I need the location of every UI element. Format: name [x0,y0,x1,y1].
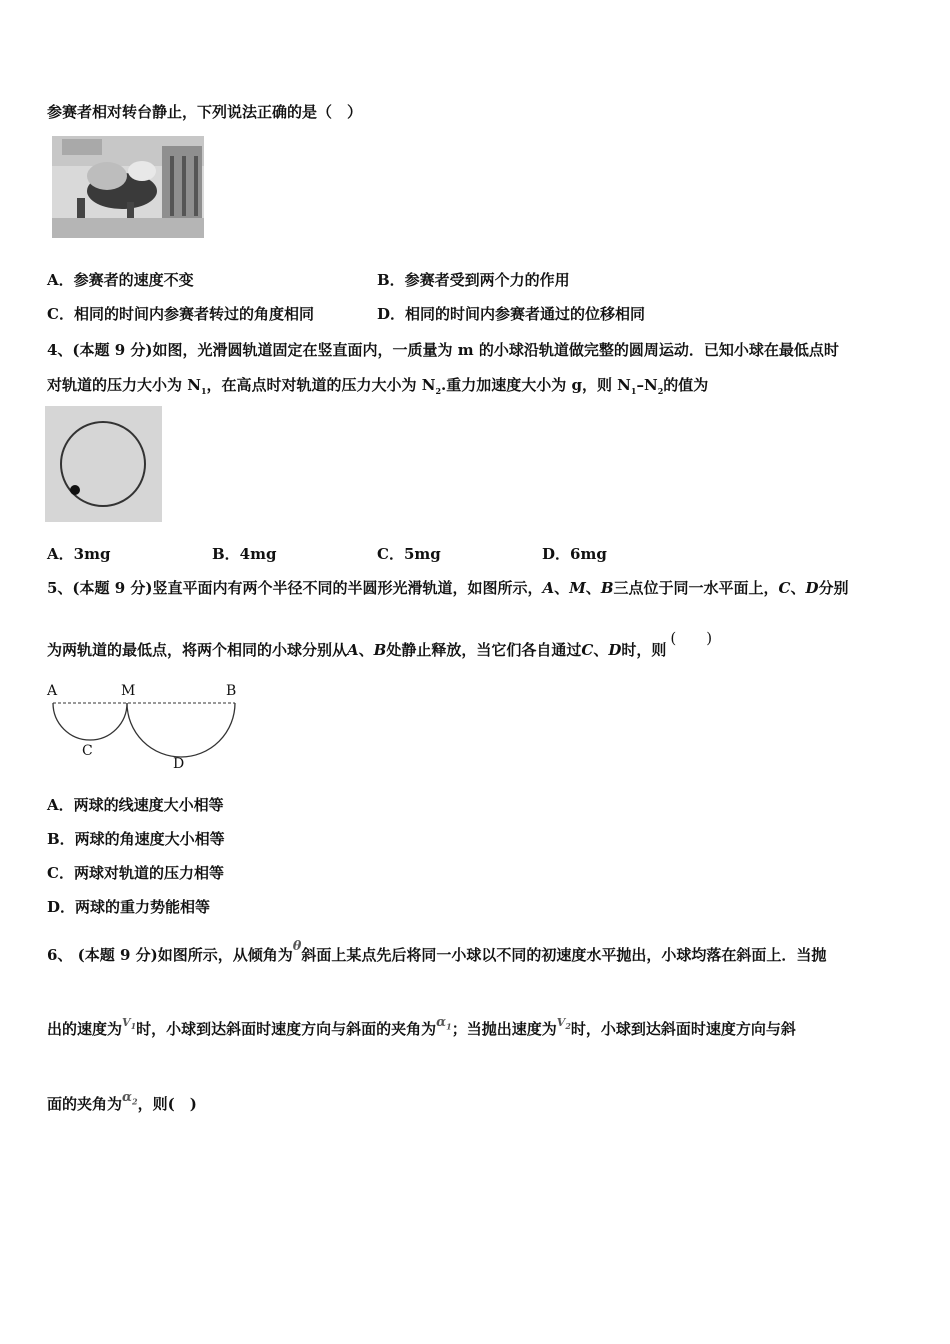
q4-circle-figure [45,406,162,522]
q3-stem: 参赛者相对转台静止，下列说法正确的是（ ） [47,103,363,121]
q6-line-1: 6、 (本题 9 分)如图所示，从倾角为θ斜面上某点先后将同一小球以不同的初速度水平抛出，小球均落在斜面上．当抛 [47,939,827,964]
v1-symbol: V1 [122,1016,137,1032]
theta-symbol: θ [292,939,302,954]
q3-option-c: C．相同的时间内参赛者转过的角度相同 [47,305,314,323]
fig-label-m: M [121,683,136,699]
q4-option-b: B．4mg [212,545,277,563]
fig-label-a: A [47,683,58,699]
q5-option-b: B．两球的角速度大小相等 [47,830,225,848]
q4-option-d: D．6mg [542,545,607,563]
fig-label-b: B [226,683,237,699]
fig-label-d: D [173,756,185,772]
q3-photo [52,136,204,238]
q4-line-1: 4、(本题 9 分)如图，光滑圆轨道固定在竖直面内，一质量为 m 的小球沿轨道做完整的圆周运动．已知小球在最低点时 [47,341,839,359]
ball-icon [70,485,80,495]
fig-label-c: C [82,743,93,759]
q4-line-2: 对轨道的压力大小为 $N_1$，在高点时对轨道的压力大小为 $N_2$.重力加速度大小为 g，则 $N_1-N_2$的值为 [47,376,709,396]
q4-option-a: A．3mg [47,545,111,563]
q6-line-3: 面的夹角为$\alpha_2$，则( ) [47,1090,197,1113]
v2-symbol: V2 [556,1016,571,1032]
q5-option-a: A．两球的线速度大小相等 [47,796,224,814]
q5-option-d: D．两球的重力势能相等 [47,898,211,916]
q5-line-1: 5、(本题 9 分)竖直平面内有两个半径不同的半圆形光滑轨道，如图所示，A、M、B三点位于同一水平面上，C、D分别 [47,579,849,597]
q3-option-a: A．参赛者的速度不变 [47,271,194,289]
q4-option-c: C．5mg [377,545,441,563]
q5-line-2: 为两轨道的最低点，将两个相同的小球分别从A、B处静止释放，当它们各自通过C、D时，则( ) [47,629,713,659]
q5-tracks-figure [45,683,245,778]
alpha1-symbol: $\alpha_1$ [436,1015,452,1032]
q3-option-d: D．相同的时间内参赛者通过的位移相同 [377,305,646,323]
alpha2-symbol: $\alpha_2$ [122,1090,138,1107]
q5-option-c: C．两球对轨道的压力相等 [47,864,224,882]
q3-option-b: B．参赛者受到两个力的作用 [377,271,570,289]
q6-line-2: 出的速度为$^{V_1}$时，小球到达斜面时速度方向与斜面的夹角为$\alpha_1$；当抛出速度为$^{V_2}$时，小球到达斜面时速度方向与斜 [47,1015,796,1038]
